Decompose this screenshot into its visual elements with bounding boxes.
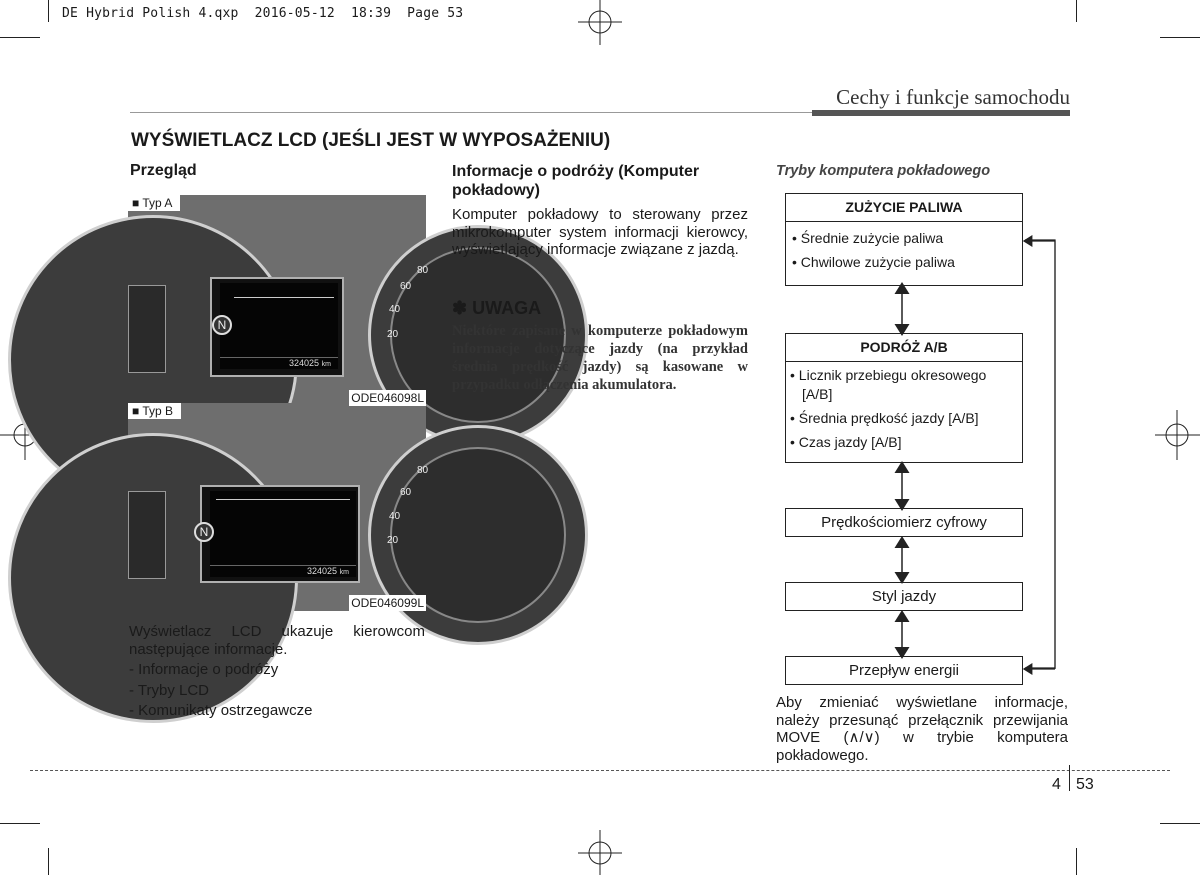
page-divider <box>1069 765 1070 791</box>
speed-mark: 20 <box>387 329 399 340</box>
title-rule <box>130 112 812 113</box>
mode-box-digital-speedometer: Prędkościomierz cyfrowy <box>785 508 1023 537</box>
type-b-label: ■ Typ B <box>128 403 181 419</box>
footer-rule <box>30 770 1170 771</box>
print-slug: DE Hybrid Polish 4.qxp 2016-05-12 18:39 Page 53 <box>62 6 464 21</box>
registration-mark-top <box>575 0 625 45</box>
list-item: • Licznik przebiegu okresowego <box>790 367 987 383</box>
speed-mark: 20 <box>387 535 399 546</box>
mode-box-energy-flow: Przepływ energii <box>785 656 1023 685</box>
speed-mark: 40 <box>389 511 401 522</box>
loop-arrow <box>1020 232 1065 680</box>
list-item: • Chwilowe zużycie paliwa <box>792 254 955 270</box>
list-item: - Komunikaty ostrzegawcze <box>129 702 313 719</box>
dashboard-image-type-a <box>128 195 429 406</box>
list-item-continuation: [A/B] <box>802 386 833 402</box>
note-body: Niektóre zapisane w komputerze pokładowym informacje dotyczące jazdy (na przykład średnia prędkość jazdy) są kasowane w przypadku odłączenia akumulatora. <box>452 323 748 393</box>
section-title: Cechy i funkcje samochodu <box>836 85 1070 109</box>
gear-indicator-a: N <box>212 315 232 335</box>
speed-mark: 80 <box>417 465 429 476</box>
gear-indicator-b: N <box>194 522 214 542</box>
registration-mark-right <box>1155 410 1200 460</box>
mode-box-fuel <box>785 193 1023 286</box>
trip-info-heading: Informacje o podróży (Komputer pokładowy) <box>452 163 700 199</box>
speed-mark: 60 <box>400 281 412 292</box>
move-switch-instructions: Aby zmieniać wyświetlane informacje, należy przesunąć przełącznik przewijania MOVE (∧/∨) w trybie komputera pokładowego. <box>776 694 1068 764</box>
odometer-unit-b: km <box>339 569 349 576</box>
list-item: - Tryby LCD <box>129 681 210 699</box>
dashboard-image-type-b <box>128 403 429 611</box>
registration-mark-bottom <box>575 830 625 875</box>
page-number: 53 <box>1076 776 1094 793</box>
image-code-b: ODE046099L <box>351 596 424 610</box>
list-item: • Średnia prędkość jazdy [A/B] <box>790 410 979 426</box>
mode-box-title: ZUŻYCIE PALIWA <box>786 194 1022 222</box>
trip-info-body: Komputer pokładowy to sterowany przez mikrokomputer system informacji kierowcy, wyświetlający informacje związane z jazdą. <box>452 206 748 258</box>
list-item: • Czas jazdy [A/B] <box>790 434 902 450</box>
mode-box-title: PODRÓŻ A/B <box>786 334 1022 362</box>
speed-mark: 60 <box>400 487 412 498</box>
title-bar <box>812 110 1070 116</box>
list-item: - Informacje o podróży <box>129 661 279 678</box>
speed-mark: 40 <box>389 304 401 315</box>
odometer-unit-a: km <box>321 361 331 368</box>
main-heading: WYŚWIETLACZ LCD (JEŚLI JEST W WYPOSAŻENIU) <box>131 130 611 151</box>
speed-mark: 80 <box>417 265 429 276</box>
note-heading: ✽ UWAGA <box>452 298 542 318</box>
flowchart-caption: Tryby komputera pokładowego <box>776 163 991 179</box>
type-a-label: ■ Typ A <box>128 195 180 211</box>
list-item: • Średnie zużycie paliwa <box>792 230 944 246</box>
lcd-info-list <box>129 661 312 720</box>
lcd-intro-text: Wyświetlacz LCD ukazuje kierowcom następujące informacje. <box>129 623 425 658</box>
mode-box-driving-style: Styl jazdy <box>785 582 1023 611</box>
odometer-b: 324025 <box>307 566 338 576</box>
image-code-a: ODE046098L <box>351 391 424 405</box>
overview-heading: Przegląd <box>130 162 197 179</box>
odometer-a: 324025 <box>289 358 320 368</box>
chapter-number: 4 <box>1052 776 1061 793</box>
